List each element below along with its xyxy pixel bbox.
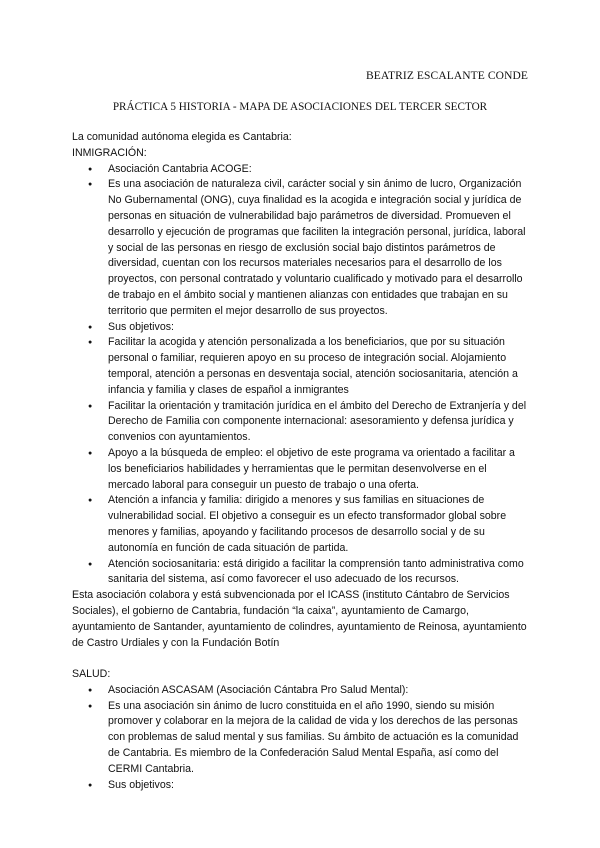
list-item: ● Facilitar la acogida y atención personalizada a los beneficiarios, que por su situación personal o familiar, requieren apoyo en su proceso de integración social. Alojamiento temporal, atención a personas en desventaja social, atención sociosanitaria, atención a infancia y familia y clases de español a inmigrantes <box>72 335 530 398</box>
list-item: ● Asociación ASCASAM (Asociación Cántabra Pro Salud Mental): <box>72 683 530 699</box>
list-item: ● Es una asociación sin ánimo de lucro constituida en el año 1990, siendo su misión promover y colaborar en la mejora de la calidad de vida y los derechos de las personas con problemas de salud mental y sus familias. Su ámbito de actuación es la comunidad de Cantabria. Es miembro de la Confederación Salud Mental España, así como del CERMI Cantabria. <box>72 699 530 778</box>
list-item: ● Atención sociosanitaria: está dirigido a facilitar la comprensión tanto administrativa como sanitaria del sistema, así como favorecer el uso adecuado de los recursos. <box>72 557 530 589</box>
list-item: ● Atención a infancia y familia: dirigido a menores y sus familias en situaciones de vulnerabilidad social. El objetivo a conseguir es un efecto transformador global sobre menores y familias, apoyando y facilitando procesos de desarrollo social y de su autonomía en función de cada situación de partida. <box>72 493 530 556</box>
document-title: PRÁCTICA 5 HISTORIA - MAPA DE ASOCIACIONES DEL TERCER SECTOR <box>112 101 488 113</box>
list-item: ● Sus objetivos: <box>72 320 530 336</box>
list-item: ● Facilitar la orientación y tramitación jurídica en el ámbito del Derecho de Extranjería y del Derecho de Familia con componente internacional: asesoramiento y defensa jurídica y convenios con ayuntamientos. <box>72 399 530 446</box>
inmigracion-list <box>72 162 530 589</box>
spacer <box>72 651 530 667</box>
section-heading-inmigracion: INMIGRACIÓN: <box>72 146 147 159</box>
intro-paragraph: La comunidad autónoma elegida es Cantabria: <box>72 131 292 143</box>
section-heading-salud: SALUD: <box>72 668 111 681</box>
document-body <box>72 130 530 793</box>
list-item: ● Es una asociación de naturaleza civil, carácter social y sin ánimo de lucro, Organización No Gubernamental (ONG), cuya finalidad es la acogida e integración social y jurídica de personas en situación de vulnerabilidad bajo parámetros de diversidad. Promueven el desarrollo y ejecución de programas que faciliten la integración personal, jurídica, laboral y social de las personas en riesgo de exclusión social bajo distintos parámetros de diversidad, cuentan con los recursos materiales necesarios para el desarrollo de los proyectos, con personal contratado y voluntario cualificado y motivado para el desarrollo de trabajo en el ámbito social y mantienen alianzas con entidades que trabajan en su territorio que permiten el mejor desarrollo de sus proyectos. <box>72 177 530 319</box>
list-item: ● Asociación Cantabria ACOGE: <box>72 162 530 178</box>
closing-paragraph: Esta asociación colabora y está subvencionada por el ICASS (instituto Cántabro de Servicios Sociales), el gobierno de Cantabria, fundación “la caixa”, ayuntamiento de Camargo, ayuntamiento de Santander, ayuntamiento de colindres, ayuntamiento de Reinosa, ayuntamiento de Castro Urdiales y con la Fundación Botín <box>72 589 527 649</box>
list-item: ● Apoyo a la búsqueda de empleo: el objetivo de este programa va orientado a facilitar a los beneficiarios habilidades y herramientas que le permitan desenvolverse en el mercado laboral para conseguir un puesto de trabajo o una oferta. <box>72 446 530 493</box>
salud-list <box>72 683 530 794</box>
author-name: BEATRIZ ESCALANTE CONDE <box>365 70 528 82</box>
list-item: ● Sus objetivos: <box>72 778 530 794</box>
